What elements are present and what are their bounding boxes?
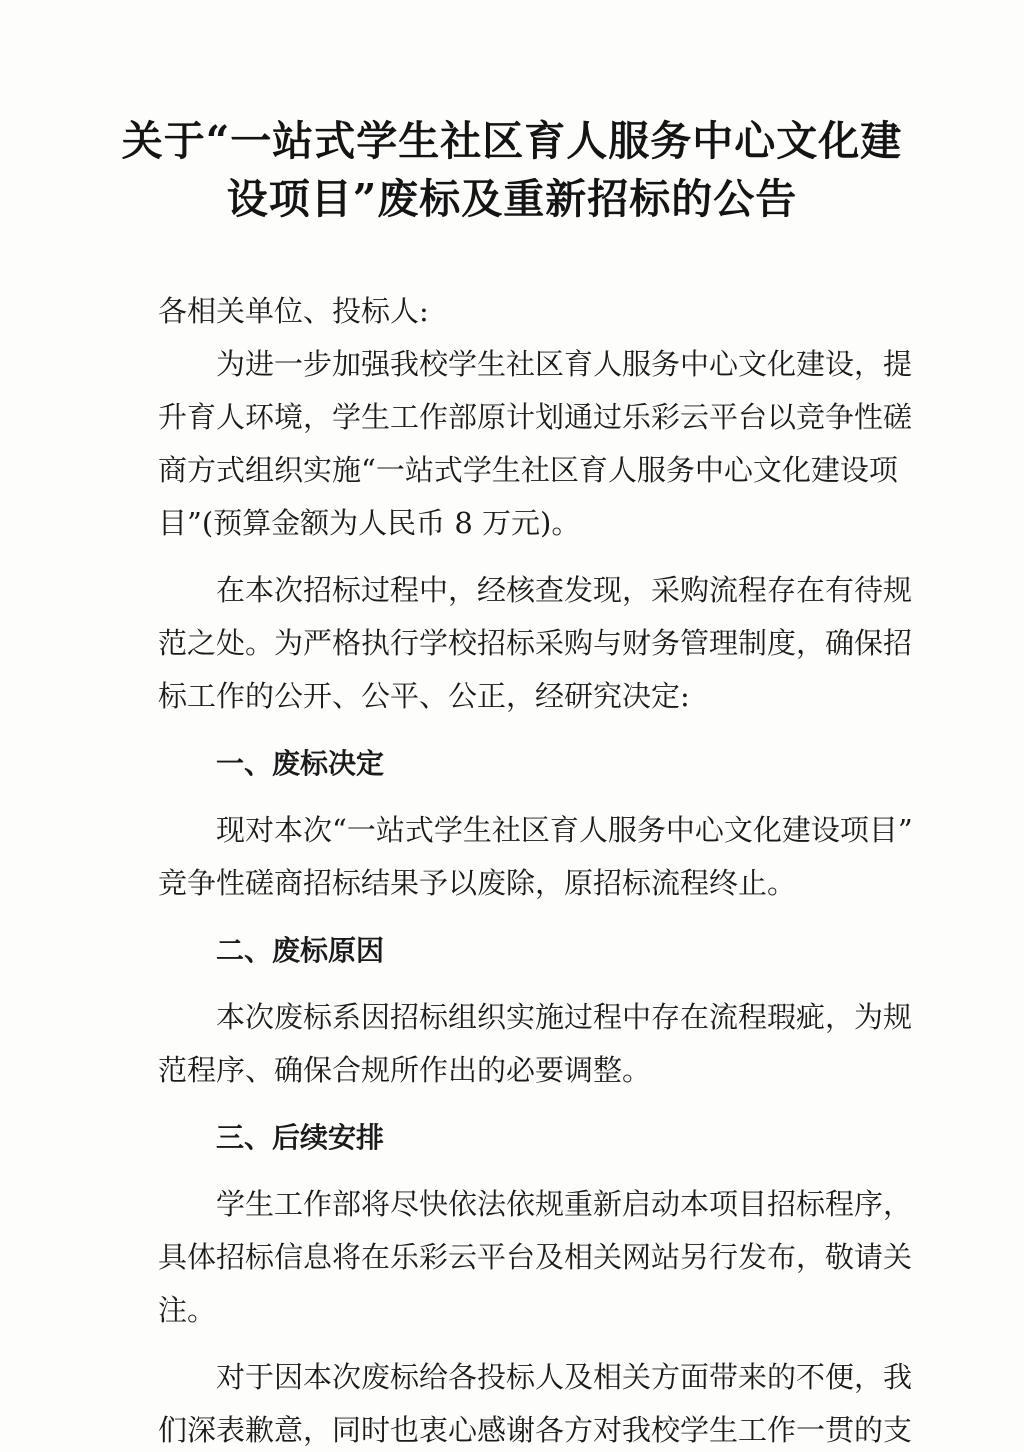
- paragraph-line: 学生工作部将尽快依法依规重新启动本项目招标程序，: [216, 1187, 913, 1221]
- title-line-1: 关于“一站式学生社区育人服务中心文化建: [121, 117, 903, 165]
- apology-paragraph: [158, 1351, 913, 1452]
- paragraph-line: 竞争性磋商招标结果予以废除，原招标流程终止。: [158, 866, 797, 900]
- document-title: [120, 112, 904, 228]
- paragraph-line: 标工作的公开、公平、公正，经研究决定:: [158, 679, 690, 713]
- section-heading: 一、废标决定: [216, 747, 385, 780]
- section-heading: 三、后续安排: [216, 1121, 385, 1154]
- document-body: [158, 285, 913, 1452]
- salutation: 各相关单位、投标人:: [158, 294, 429, 328]
- section-heading: 二、废标原因: [216, 934, 385, 967]
- paragraph-line: 在本次招标过程中，经核查发现，采购流程存在有待规: [216, 573, 913, 607]
- section-termination-reason: [158, 924, 913, 1097]
- title-line-2: 设项目”废标及重新招标的公告: [226, 175, 798, 223]
- paragraph-line: 们深表歉意，同时也衷心感谢各方对我校学生工作一贯的支: [158, 1413, 913, 1447]
- paragraph-line: 范程序、确保合规所作出的必要调整。: [158, 1053, 652, 1087]
- paragraph-line: 目”(预算金额为人民币 8 万元)。: [158, 506, 581, 540]
- paragraph-line: 范之处。为严格执行学校招标采购与财务管理制度，确保招: [158, 626, 913, 660]
- section-follow-up: [158, 1111, 913, 1337]
- section-termination-decision: [158, 737, 913, 910]
- paragraph-line: 具体招标信息将在乐彩云平台及相关网站另行发布，敬请关: [158, 1240, 913, 1274]
- paragraph-line: 为进一步加强我校学生社区育人服务中心文化建设，提: [216, 347, 913, 381]
- paragraph-line: 注。: [158, 1293, 217, 1327]
- paragraph-line: 商方式组织实施“一站式学生社区育人服务中心文化建设项: [158, 453, 898, 487]
- paragraph-line: 升育人环境，学生工作部原计划通过乐彩云平台以竞争性磋: [158, 400, 913, 434]
- paragraph-line: 本次废标系因招标组织实施过程中存在流程瑕疵，为规: [216, 1000, 913, 1034]
- paragraph-line: 现对本次“一站式学生社区育人服务中心文化建设项目”: [216, 813, 913, 847]
- paragraph-line: 对于因本次废标给各投标人及相关方面带来的不便，我: [216, 1360, 913, 1394]
- finding-paragraph: [158, 564, 913, 723]
- intro-paragraph: [158, 338, 913, 550]
